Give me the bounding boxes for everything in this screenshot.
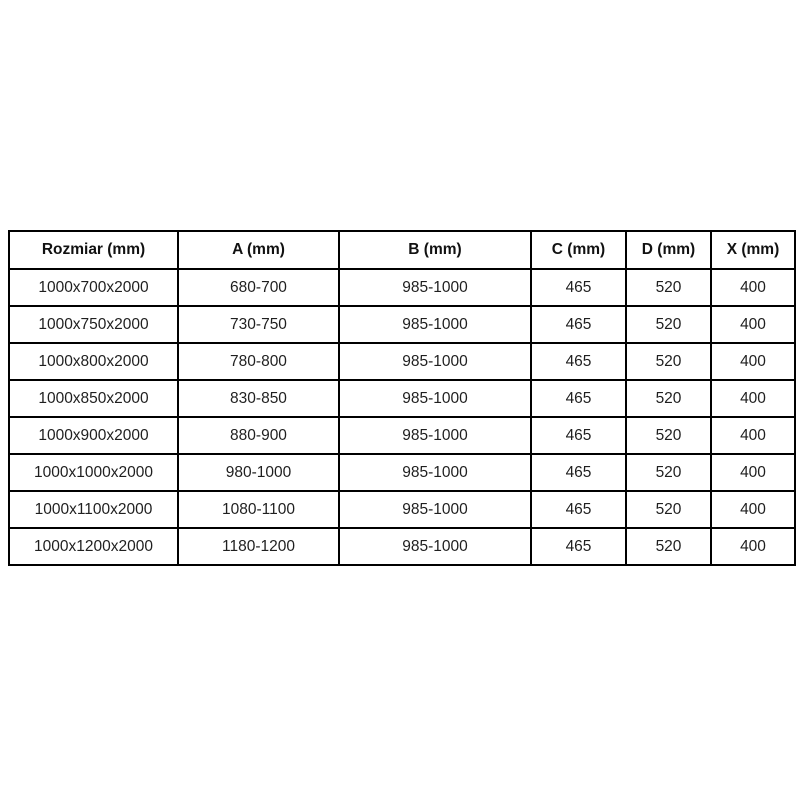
table-cell: 980-1000: [178, 454, 339, 491]
table-body: [9, 269, 795, 565]
table-cell: 985-1000: [339, 417, 531, 454]
table-cell: 1000x900x2000: [9, 417, 178, 454]
table-cell: 520: [626, 417, 711, 454]
table-cell: 465: [531, 306, 626, 343]
table-cell: 1000x800x2000: [9, 343, 178, 380]
table-header-row: [9, 231, 795, 269]
table-cell: 985-1000: [339, 269, 531, 306]
table-cell: 985-1000: [339, 343, 531, 380]
column-header-c: C (mm): [531, 231, 626, 269]
table-cell: 400: [711, 306, 795, 343]
table-cell: 985-1000: [339, 491, 531, 528]
table-row: [9, 380, 795, 417]
table-cell: 520: [626, 269, 711, 306]
table-cell: 830-850: [178, 380, 339, 417]
size-spec-table-container: [8, 230, 794, 566]
table-cell: 680-700: [178, 269, 339, 306]
table-cell: 1000x1200x2000: [9, 528, 178, 565]
table-cell: 985-1000: [339, 454, 531, 491]
table-cell: 520: [626, 343, 711, 380]
column-header-x: X (mm): [711, 231, 795, 269]
table-cell: 1000x750x2000: [9, 306, 178, 343]
table-cell: 1080-1100: [178, 491, 339, 528]
column-header-d: D (mm): [626, 231, 711, 269]
table-cell: 400: [711, 528, 795, 565]
column-header-rozmiar: Rozmiar (mm): [9, 231, 178, 269]
table-cell: 400: [711, 454, 795, 491]
table-cell: 985-1000: [339, 306, 531, 343]
table-cell: 465: [531, 343, 626, 380]
table-cell: 465: [531, 380, 626, 417]
table-cell: 400: [711, 491, 795, 528]
table-cell: 465: [531, 491, 626, 528]
table-cell: 1000x1100x2000: [9, 491, 178, 528]
table-cell: 400: [711, 417, 795, 454]
table-cell: 520: [626, 528, 711, 565]
table-cell: 465: [531, 417, 626, 454]
table-cell: 780-800: [178, 343, 339, 380]
table-cell: 520: [626, 491, 711, 528]
table-cell: 880-900: [178, 417, 339, 454]
table-cell: 1000x1000x2000: [9, 454, 178, 491]
table-cell: 520: [626, 306, 711, 343]
table-row: [9, 454, 795, 491]
table-cell: 400: [711, 269, 795, 306]
table-cell: 520: [626, 380, 711, 417]
table-row: [9, 269, 795, 306]
column-header-b: B (mm): [339, 231, 531, 269]
table-cell: 465: [531, 454, 626, 491]
table-cell: 730-750: [178, 306, 339, 343]
table-cell: 1180-1200: [178, 528, 339, 565]
table-cell: 520: [626, 454, 711, 491]
table-row: [9, 343, 795, 380]
table-cell: 1000x700x2000: [9, 269, 178, 306]
table-cell: 465: [531, 528, 626, 565]
table-cell: 400: [711, 343, 795, 380]
table-cell: 1000x850x2000: [9, 380, 178, 417]
table-cell: 400: [711, 380, 795, 417]
column-header-a: A (mm): [178, 231, 339, 269]
table-row: [9, 528, 795, 565]
table-cell: 985-1000: [339, 528, 531, 565]
table-row: [9, 306, 795, 343]
table-row: [9, 491, 795, 528]
size-spec-table: [8, 230, 796, 566]
table-row: [9, 417, 795, 454]
table-cell: 985-1000: [339, 380, 531, 417]
table-cell: 465: [531, 269, 626, 306]
